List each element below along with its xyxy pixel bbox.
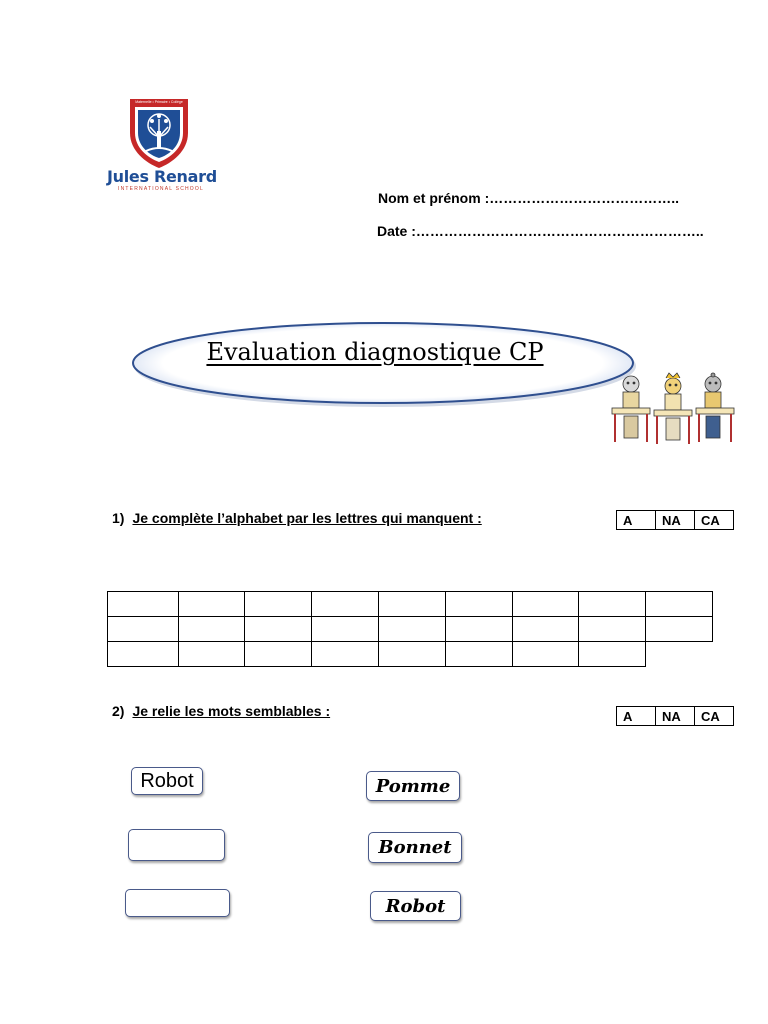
school-subtitle: INTERNATIONAL SCHOOL (118, 186, 204, 192)
tree-shield-icon (128, 97, 190, 169)
shield-banner: Maternelle • Primaire • Collège (135, 100, 183, 104)
question-1-text: Je complète l’alphabet par les lettres qui manquent : (132, 510, 482, 526)
word-box-left-1[interactable]: Robot (131, 767, 203, 795)
title-label: Evaluation diagnostique CP (206, 338, 544, 366)
grade-ca-cell[interactable]: CA (695, 511, 734, 530)
children-at-desks-illustration (606, 372, 738, 448)
grade-ca-cell[interactable]: CA (695, 707, 734, 726)
question-2-number: 2) (112, 703, 125, 719)
alphabet-cell[interactable] (579, 592, 646, 617)
word-box-right-2[interactable]: Bonnet (368, 832, 462, 863)
alphabet-cell[interactable] (312, 592, 379, 617)
grade-table-2 (616, 706, 734, 726)
question-2 (112, 703, 330, 719)
alphabet-cell[interactable] (446, 617, 513, 642)
alphabet-cell[interactable] (245, 617, 312, 642)
grade-a-cell[interactable]: A (617, 511, 656, 530)
alphabet-cell[interactable] (579, 642, 646, 667)
alphabet-cell[interactable] (446, 642, 513, 667)
grade-na-cell[interactable]: NA (656, 511, 695, 530)
grade-table-1 (616, 510, 734, 530)
alphabet-cell[interactable] (379, 642, 446, 667)
date-field[interactable]: Date :…………………………………………………….. (377, 223, 704, 239)
alphabet-cell[interactable] (179, 592, 245, 617)
alphabet-grid (107, 591, 713, 667)
school-logo (107, 97, 217, 197)
alphabet-cell[interactable] (379, 592, 446, 617)
word-box-right-1[interactable]: Pomme (366, 771, 460, 801)
grade-a-cell[interactable]: A (617, 707, 656, 726)
alphabet-cell[interactable] (513, 617, 579, 642)
alphabet-cell[interactable] (513, 592, 579, 617)
alphabet-cell[interactable] (179, 642, 245, 667)
alphabet-row (108, 617, 713, 642)
alphabet-cell[interactable] (646, 592, 713, 617)
alphabet-cell[interactable] (513, 642, 579, 667)
alphabet-cell[interactable] (245, 592, 312, 617)
alphabet-cell-empty (646, 642, 713, 667)
alphabet-cell[interactable] (446, 592, 513, 617)
school-name: Jules Renard (107, 167, 217, 186)
alphabet-cell[interactable] (312, 617, 379, 642)
question-1 (112, 510, 482, 526)
word-box-left-3[interactable] (125, 889, 230, 917)
alphabet-cell[interactable] (579, 617, 646, 642)
word-box-right-3[interactable]: Robot (370, 891, 461, 921)
alphabet-cell[interactable] (312, 642, 379, 667)
alphabet-cell[interactable] (108, 617, 179, 642)
alphabet-cell[interactable] (179, 617, 245, 642)
alphabet-cell[interactable] (108, 642, 179, 667)
question-2-text: Je relie les mots semblables : (132, 703, 331, 719)
alphabet-row (108, 642, 713, 667)
word-box-left-2[interactable] (128, 829, 225, 861)
name-field[interactable]: Nom et prénom :………………………………….. (378, 190, 680, 206)
alphabet-cell[interactable] (245, 642, 312, 667)
alphabet-cell[interactable] (379, 617, 446, 642)
alphabet-cell[interactable] (646, 617, 713, 642)
page-title (130, 338, 620, 366)
alphabet-row (108, 592, 713, 617)
question-1-number: 1) (112, 510, 125, 526)
alphabet-cell[interactable] (108, 592, 179, 617)
grade-na-cell[interactable]: NA (656, 707, 695, 726)
